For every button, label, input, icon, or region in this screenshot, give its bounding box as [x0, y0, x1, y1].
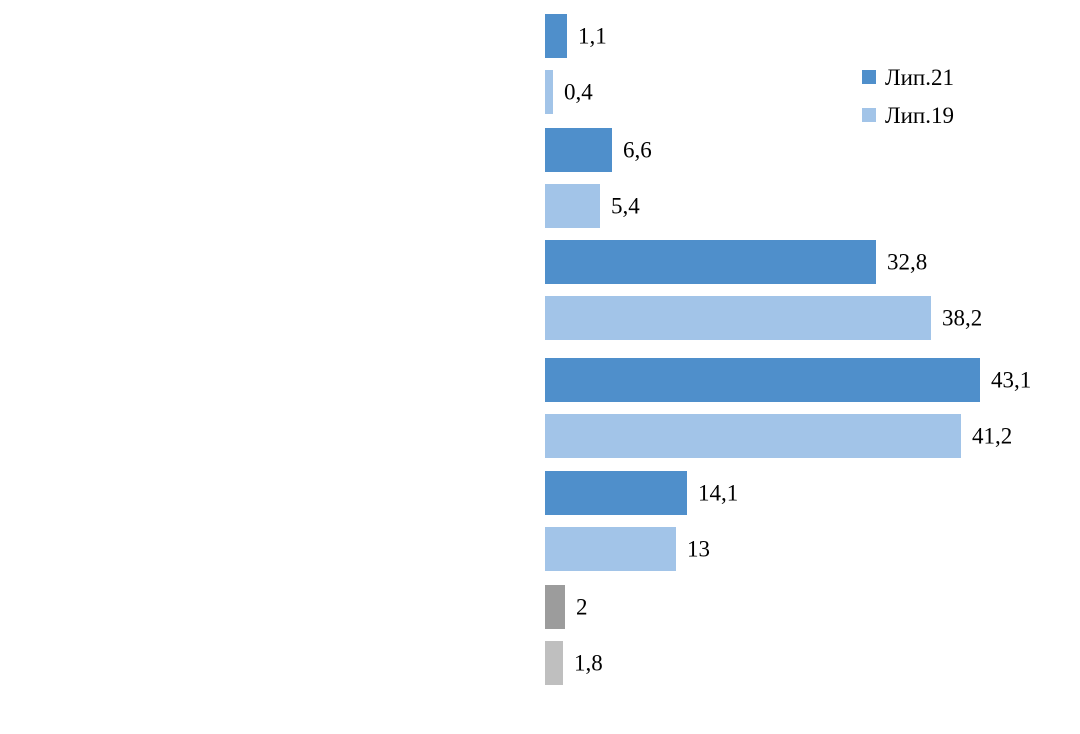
chart-row	[0, 240, 1080, 346]
row-bars	[545, 14, 1080, 114]
bar-value-label: 6,6	[623, 137, 652, 163]
bar-series1	[545, 128, 1080, 172]
bar-value-label: 41,2	[972, 423, 1013, 449]
bar-series2	[545, 414, 1080, 458]
bar-fill	[545, 358, 980, 402]
bar-series2	[545, 641, 1080, 685]
bar-series1	[545, 471, 1080, 515]
chart-row	[0, 358, 1080, 458]
bar-fill	[545, 414, 961, 458]
row-bars	[545, 585, 1080, 685]
row-bars	[545, 471, 1080, 571]
bar-value-label: 43,1	[991, 367, 1032, 393]
bar-fill	[545, 14, 567, 58]
bar-fill	[545, 128, 612, 172]
bar-value-label: 38,2	[942, 305, 983, 331]
bar-value-label: 0,4	[564, 79, 593, 105]
bar-series2	[545, 70, 1080, 114]
bar-fill	[545, 585, 565, 629]
row-bars	[545, 358, 1080, 458]
bar-fill	[545, 70, 553, 114]
bar-series1	[545, 240, 1080, 284]
bar-series1	[545, 358, 1080, 402]
bar-value-label: 32,8	[887, 249, 928, 275]
legend-label-series2: Лип.19	[885, 102, 954, 128]
bar-value-label: 13	[687, 536, 710, 562]
bar-fill	[545, 184, 600, 228]
bar-fill	[545, 641, 563, 685]
bar-value-label: 14,1	[698, 480, 739, 506]
chart-row	[0, 128, 1080, 228]
bar-series2	[545, 527, 1080, 571]
legend-label-series1: Лип.21	[885, 64, 954, 90]
bar-value-label: 5,4	[611, 193, 640, 219]
chart-row	[0, 471, 1080, 571]
bar-fill	[545, 527, 676, 571]
bar-fill	[545, 240, 876, 284]
chart-row	[0, 14, 1080, 114]
bar-value-label: 2	[576, 594, 588, 620]
bar-fill	[545, 296, 931, 340]
chart-row	[0, 585, 1080, 685]
bar-series2	[545, 184, 1080, 228]
bar-fill	[545, 471, 687, 515]
row-bars	[545, 240, 1080, 340]
bar-value-label: 1,8	[574, 650, 603, 676]
bar-series1	[545, 585, 1080, 629]
bar-series2	[545, 296, 1080, 340]
row-bars	[545, 128, 1080, 228]
bar-series1	[545, 14, 1080, 58]
bar-value-label: 1,1	[578, 23, 607, 49]
